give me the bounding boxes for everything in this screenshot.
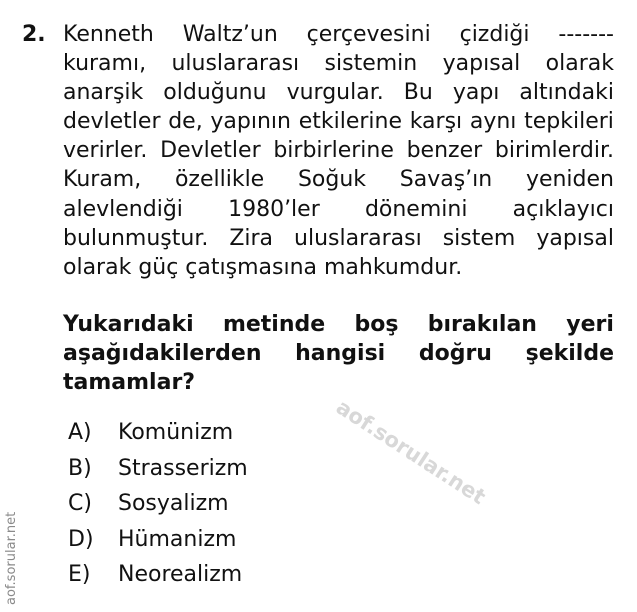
passage-line: [63, 136, 614, 165]
passage-word: alevlendiği: [63, 196, 183, 222]
question-prompt: [63, 310, 614, 397]
prompt-line: [63, 310, 614, 339]
passage-word: olarak: [545, 51, 614, 77]
passage-word: yapısal: [442, 51, 521, 77]
passage-word: açıklayıcı: [512, 196, 614, 222]
passage-word: anarşik: [63, 80, 144, 106]
passage-line: [63, 49, 614, 78]
passage-word: çizdiği: [459, 22, 530, 47]
passage-word: 1980’ler: [228, 196, 320, 222]
prompt-word: doğru: [418, 341, 492, 366]
passage-word: aynı: [469, 109, 517, 135]
option-letter: B): [68, 455, 92, 481]
passage-word: yapının: [210, 109, 291, 135]
passage-word: Devletler: [160, 138, 261, 164]
answer-option[interactable]: [68, 418, 248, 454]
passage-word: uluslararası: [294, 225, 422, 251]
option-text: Neorealizm: [118, 562, 243, 587]
option-letter: E): [68, 562, 91, 587]
passage-word: devletler: [63, 109, 161, 135]
passage-line: [63, 107, 614, 136]
passage-line: [63, 78, 614, 107]
passage-word: Kenneth: [63, 22, 154, 47]
passage-line: [63, 165, 614, 194]
passage-word: karşı: [409, 109, 463, 135]
prompt-line: [63, 339, 614, 368]
passage-word: olduğunu: [163, 80, 267, 106]
passage-word: özellikle: [174, 167, 265, 193]
passage-word: -------: [558, 22, 614, 47]
passage-word: sistem: [442, 225, 516, 251]
question-number: 2.: [22, 22, 46, 47]
option-letter: C): [68, 491, 92, 516]
passage-word: vurgular.: [286, 80, 384, 106]
option-letter: A): [68, 420, 92, 445]
passage-word: tepkileri: [524, 109, 614, 135]
watermark-diagonal: aof.sorular.net: [331, 395, 490, 510]
passage-word: uluslararası: [171, 51, 300, 77]
prompt-word: bırakılan: [427, 312, 537, 337]
passage-line: [63, 224, 614, 253]
option-text: Komünizm: [118, 420, 234, 445]
passage-word: altındaki: [519, 80, 614, 106]
prompt-word: şekilde: [525, 341, 614, 366]
answer-option[interactable]: [68, 560, 248, 596]
passage-word: yapısal: [536, 225, 614, 251]
passage-line: olarak güç çatışmasına mahkumdur.: [63, 254, 463, 280]
prompt-word: Yukarıdaki: [63, 312, 194, 337]
option-text: Sosyalizm: [118, 491, 229, 516]
passage-word: verirler.: [63, 138, 148, 164]
passage-word: yapı: [452, 80, 500, 106]
prompt-word: boş: [354, 312, 399, 337]
passage-word: Savaş’ın: [399, 167, 493, 193]
passage-word: de,: [168, 109, 203, 135]
passage-word: etkilerine: [298, 109, 402, 135]
passage-word: yeniden: [525, 167, 614, 193]
prompt-word: aşağıdakilerden: [63, 341, 262, 366]
watermark-side: aof.sorular.net: [4, 511, 19, 605]
prompt-word: metinde: [222, 312, 326, 337]
answer-options: [68, 418, 248, 596]
passage-word: sistemin: [324, 51, 418, 77]
passage-word: çerçevesini: [306, 22, 431, 47]
passage-word: Waltz’un: [182, 22, 278, 47]
passage-word: Zira: [229, 225, 274, 251]
passage-word: Bu: [403, 80, 433, 106]
passage-word: dönemini: [364, 196, 468, 222]
passage-word: birimlerdir.: [494, 138, 614, 164]
passage-line: [63, 20, 614, 49]
passage-word: Soğuk: [297, 167, 367, 193]
passage-word: kuramı,: [63, 51, 147, 77]
question-passage: [63, 20, 614, 282]
passage-word: bulunmuştur.: [63, 225, 209, 251]
answer-option[interactable]: [68, 454, 248, 490]
prompt-word: hangisi: [295, 341, 386, 366]
option-letter: D): [68, 526, 94, 552]
answer-option[interactable]: [68, 489, 248, 525]
passage-word: Kuram,: [63, 167, 142, 193]
passage-word: birbirlerine: [273, 138, 394, 164]
passage-word: benzer: [406, 138, 483, 164]
option-text: Hümanizm: [118, 526, 237, 552]
answer-option[interactable]: [68, 525, 248, 561]
prompt-word: yeri: [566, 312, 614, 337]
passage-line: [63, 195, 614, 224]
option-text: Strasserizm: [118, 455, 248, 481]
prompt-line: tamamlar?: [63, 370, 196, 395]
